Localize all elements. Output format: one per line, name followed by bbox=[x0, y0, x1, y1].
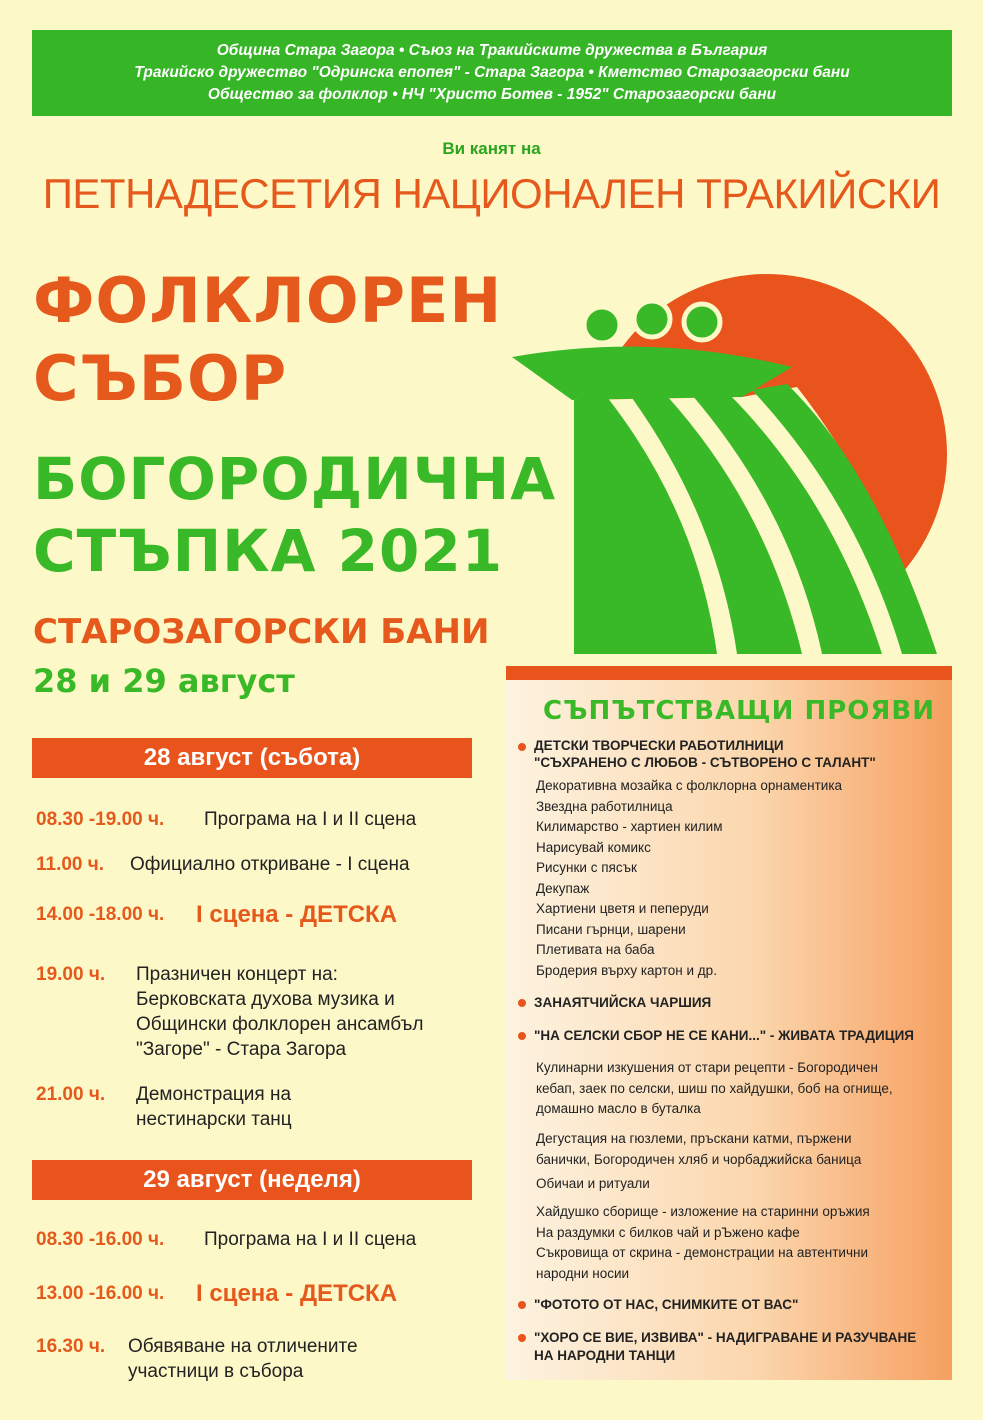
event-time: 21.00 ч. bbox=[36, 1084, 106, 1105]
event-time: 08.30 -19.00 ч. bbox=[36, 809, 165, 830]
bullet-icon bbox=[518, 1032, 526, 1040]
side-section-2-heading: ЗАНАЯТЧИЙСКА ЧАРШИЯ bbox=[534, 995, 712, 1010]
list-item: Писани гърнци, шарени bbox=[536, 921, 686, 937]
title-line-1: ФОЛКЛОРЕН bbox=[33, 264, 503, 337]
schedule-item bbox=[36, 902, 476, 927]
text-line: Хайдушко сборище - изложение на старинни оръжия bbox=[536, 1204, 870, 1219]
organizers-line-3: Общество за фолклор • НЧ "Христо Ботев - 1952" Старозагорски бани bbox=[207, 86, 777, 103]
day-1-header: 28 август (събота) bbox=[32, 738, 472, 778]
side-section-5-heading bbox=[534, 1328, 916, 1366]
event-desc: I сцена - ДЕТСКА bbox=[196, 1280, 398, 1307]
schedule-item bbox=[36, 1334, 476, 1384]
event-desc: Берковската духова музика и bbox=[136, 989, 395, 1010]
event-desc: Официално откриване - I сцена bbox=[130, 854, 410, 875]
bullet-icon bbox=[518, 743, 526, 751]
schedule-item bbox=[36, 807, 476, 832]
headline: ПЕТНАДЕСЕТИЯ НАЦИОНАЛЕН ТРАКИЙСКИ bbox=[42, 170, 941, 217]
tradition-paragraph-4 bbox=[536, 1202, 870, 1284]
bullet-icon bbox=[518, 1301, 526, 1309]
event-time: 14.00 -18.00 ч. bbox=[36, 904, 165, 925]
logo-head-1 bbox=[584, 307, 620, 343]
event-desc: нестинарски танц bbox=[136, 1109, 292, 1130]
side-section-3-heading: "НА СЕЛСКИ СБОР НЕ СЕ КАНИ..." - ЖИВАТА ТРАДИЦИЯ bbox=[534, 1028, 914, 1043]
event-time: 08.30 -16.00 ч. bbox=[36, 1229, 165, 1250]
logo-head-3 bbox=[684, 304, 720, 340]
schedule-item bbox=[36, 852, 476, 877]
organizers-banner bbox=[32, 30, 952, 116]
tradition-paragraph-1 bbox=[536, 1058, 893, 1120]
tradition-paragraph-2 bbox=[536, 1129, 861, 1170]
list-item: Хартиени цветя и пеперуди bbox=[536, 901, 709, 916]
event-desc: Програма на I и II сцена bbox=[204, 1229, 417, 1250]
event-desc: "Загоре" - Стара Загора bbox=[136, 1039, 347, 1060]
event-time: 19.00 ч. bbox=[36, 964, 106, 985]
title-line-4: СТЪПКА 2021 bbox=[33, 517, 504, 585]
schedule-item bbox=[36, 1281, 476, 1306]
event-desc: участници в събора bbox=[128, 1361, 304, 1382]
side-events-title: СЪПЪТСТВАЩИ ПРОЯВИ bbox=[543, 696, 935, 726]
venue: СТАРОЗАГОРСКИ БАНИ bbox=[33, 612, 490, 652]
event-desc: I сцена - ДЕТСКА bbox=[196, 901, 398, 928]
list-item: Бродерия върху картон и др. bbox=[536, 962, 717, 978]
text-line: Кулинарни изкушения от стари рецепти - Богородичен bbox=[536, 1060, 878, 1075]
side-heading-line: НА НАРОДНИ ТАНЦИ bbox=[534, 1347, 676, 1363]
festival-dates: 28 и 29 август bbox=[33, 662, 295, 700]
side-section-1-heading bbox=[534, 736, 876, 773]
list-item: Декоративна мозайка с фолклорна орнаментика bbox=[536, 778, 843, 793]
list-item: Декупаж bbox=[536, 880, 590, 896]
text-line: кебап, заек по селски, шиш по хайдушки, боб на огнище, bbox=[536, 1080, 893, 1096]
organizers-line-1: Община Стара Загора • Съюз на Тракийските дружества в България bbox=[216, 42, 768, 59]
title-line-2: СЪБОР bbox=[33, 342, 288, 415]
bullet-icon bbox=[518, 1334, 526, 1342]
side-heading-line: "ХОРО СЕ ВИЕ, ИЗВИВА" - НАДИГРАВАНЕ И РАЗУЧВАНЕ bbox=[534, 1330, 917, 1345]
list-item: Нарисувай комикс bbox=[536, 839, 651, 855]
invite-text: Ви канят на bbox=[442, 139, 541, 158]
text-line: На раздумки с билков чай и рЪжено кафе bbox=[536, 1224, 800, 1240]
text-line: домашно масло в буталка bbox=[536, 1101, 701, 1116]
list-item: Рисунки с пясък bbox=[536, 860, 637, 875]
organizers-line-2: Тракийско дружество "Одринска епопея" - Стара Загора • Кметство Старозагорски бани bbox=[134, 64, 850, 81]
event-desc: Програма на I и II сцена bbox=[204, 809, 417, 830]
list-item: Килимарство - хартиен килим bbox=[536, 819, 723, 834]
schedule-item bbox=[36, 1082, 476, 1132]
side-section-4-heading: "ФОТОТО ОТ НАС, СНИМКИТЕ ОТ ВАС" bbox=[534, 1297, 799, 1312]
event-time: 16.30 ч. bbox=[36, 1336, 106, 1357]
side-heading-line: "СЪХРАНЕНО С ЛЮБОВ - СЪТВОРЕНО С ТАЛАНТ" bbox=[534, 754, 876, 770]
schedule-item bbox=[36, 962, 476, 1062]
side-heading-line: ДЕТСКИ ТВОРЧЕСКИ РАБОТИЛНИЦИ bbox=[534, 738, 784, 753]
festival-logo bbox=[512, 262, 952, 662]
logo-head-2 bbox=[634, 301, 670, 337]
text-line: банички, Богородичен хляб и чорбаджийска баница bbox=[536, 1151, 862, 1167]
list-item: Звездна работилница bbox=[536, 798, 673, 814]
day-2-header: 29 август (неделя) bbox=[32, 1160, 472, 1200]
workshop-list bbox=[536, 776, 842, 981]
event-desc: Празничен концерт на: bbox=[136, 964, 338, 985]
title-line-3: БОГОРОДИЧНА bbox=[33, 445, 557, 513]
event-desc: Обявяване на отличените bbox=[128, 1336, 358, 1357]
text-line: Дегустация на гюзлеми, пръскани катми, пържени bbox=[536, 1131, 852, 1146]
text-line: народни носии bbox=[536, 1265, 630, 1281]
bullet-icon bbox=[518, 999, 526, 1007]
event-time: 11.00 ч. bbox=[36, 854, 105, 875]
event-desc: Демонстрация на bbox=[136, 1084, 292, 1105]
tradition-paragraph-3: Обичаи и ритуали bbox=[536, 1176, 650, 1191]
text-line: Съкровища от скрина - демонстрации на автентични bbox=[536, 1245, 868, 1260]
event-time: 13.00 -16.00 ч. bbox=[36, 1283, 165, 1304]
event-desc: Общински фолклорен ансамбъл bbox=[136, 1014, 424, 1035]
list-item: Плетивата на баба bbox=[536, 942, 655, 957]
schedule-item bbox=[36, 1227, 476, 1252]
